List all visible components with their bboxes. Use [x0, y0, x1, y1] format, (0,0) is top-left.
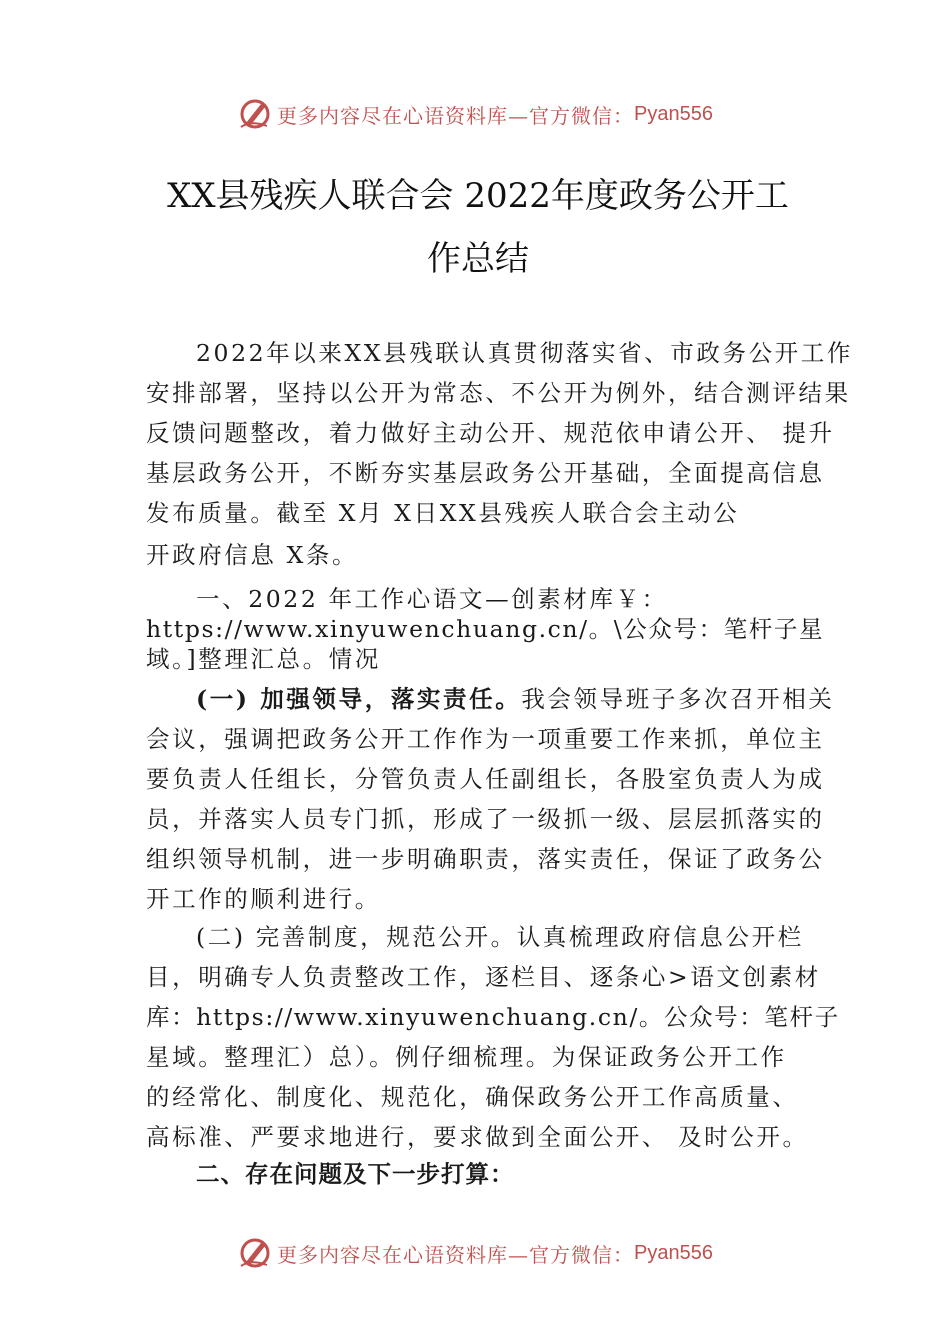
section2-heading: 二、存在问题及下一步打算： — [196, 1160, 515, 1188]
watermark-text: 更多内容尽在心语资料库—官方微信： — [277, 1242, 635, 1267]
intro-line: 开政府信息 X条。 — [146, 541, 359, 569]
section1-heading-line: 一、2022 年工作心语文—创素材库￥： — [196, 585, 668, 613]
item2-line: 目，明确专人负责整改工作，逐栏目、逐条心>语文创素材 — [146, 963, 821, 991]
intro-line: 反馈问题整改，着力做好主动公开、规范依申请公开、 提升 — [146, 419, 835, 447]
watermark-header — [0, 94, 950, 134]
item1-text: 我会领导班子多次召开相关 — [521, 685, 835, 713]
item1-line: 员，并落实人员专门抓，形成了一级抓一级、层层抓落实的 — [146, 805, 825, 833]
document-title-line2: 作总结 — [427, 239, 529, 279]
item1-line: 要负责人任组长，分管负责人任副组长，各股室负责人为成 — [146, 765, 825, 793]
item1-first-line — [196, 680, 835, 714]
item2-line: 高标准、严要求地进行，要求做到全面公开、 及时公开。 — [146, 1123, 809, 1151]
item2-line: (二) 完善制度，规范公开。认真梳理政府信息公开栏 — [196, 923, 804, 951]
watermark-footer — [0, 1233, 950, 1273]
intro-line: 基层政务公开，不断夯实基层政务公开基础，全面提高信息 — [146, 459, 825, 487]
watermark-wechat-id: Pyan556 — [634, 1241, 713, 1264]
item1-line: 组织领导机制，进一步明确职责，落实责任，保证了政务公 — [146, 845, 825, 873]
intro-line: 安排部署，坚持以公开为常态、不公开为例外，结合测评结果 — [146, 379, 851, 407]
pen-logo-icon — [237, 1235, 273, 1271]
intro-line: 2022年以来XX县残联认真贯彻落实省、市政务公开工作 — [196, 339, 853, 367]
watermark-text: 更多内容尽在心语资料库—官方微信： — [277, 103, 635, 128]
item2-line: 星域。整理汇）总）。例仔细梳理。为保证政务公开工作 — [146, 1043, 787, 1071]
item2-line: 的经常化、制度化、规范化，确保政务公开工作高质量、 — [146, 1083, 799, 1111]
section1-heading-line: 域。]整理汇总。情况 — [146, 645, 381, 673]
item1-lead: (一) 加强领导，落实责任。 — [196, 685, 522, 713]
item2-line: 库：https://www.xinyuwenchuang.cn/。公众号：笔杆子 — [146, 1003, 840, 1031]
document-title-line1: XX县残疾人联合会 2022年度政务公开工 — [167, 176, 789, 216]
section1-heading-line: https://www.xinyuwenchuang.cn/。\公众号：笔杆子星 — [146, 615, 825, 643]
watermark-wechat-id: Pyan556 — [634, 102, 713, 125]
item1-line: 开工作的顺利进行。 — [146, 885, 381, 913]
pen-logo-icon — [237, 96, 273, 132]
item1-line: 会议，强调把政务公开工作作为一项重要工作来抓，单位主 — [146, 725, 825, 753]
intro-line: 发布质量。截至 X月 X日XX县残疾人联合会主动公 — [146, 499, 740, 527]
